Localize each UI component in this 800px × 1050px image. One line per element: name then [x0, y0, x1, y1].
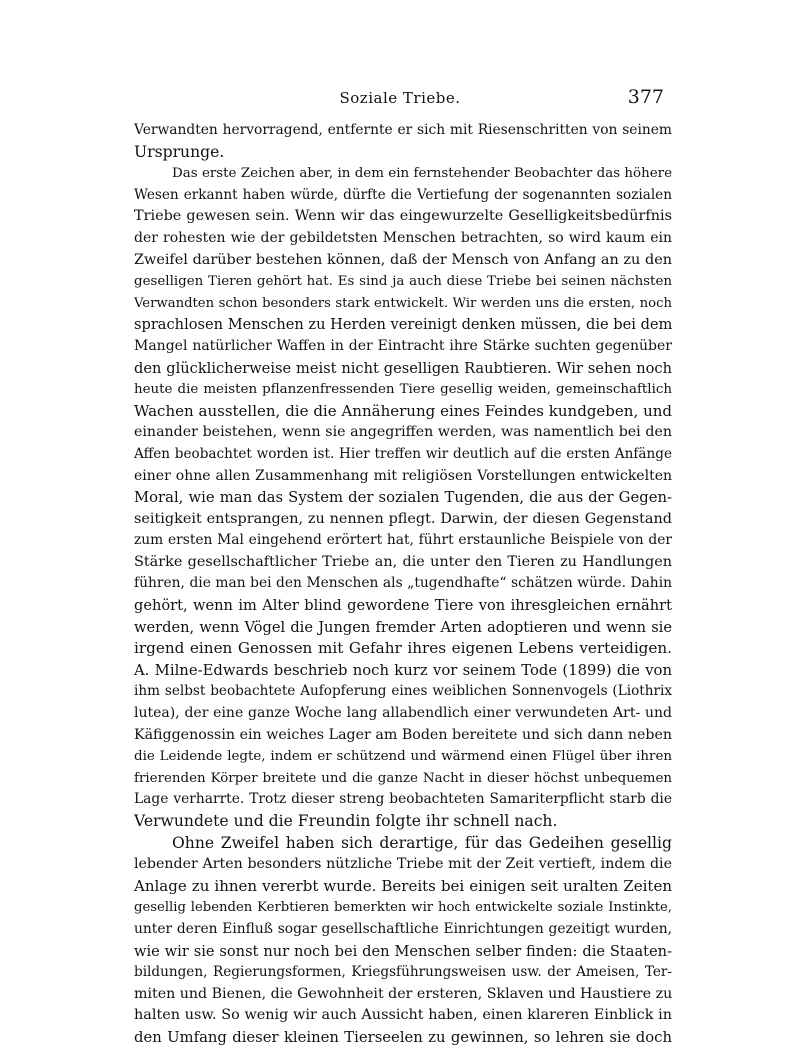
text-line: ihm selbst beobachtete Aufopferung eines weiblichen Sonnenvogels (Liothrix: [134, 683, 672, 700]
text-line: lebender Arten besonders nützliche Triebe mit der Zeit vertieft, indem die: [134, 856, 672, 873]
text-line: Verwandten schon besonders stark entwickelt. Wir werden uns die ersten, noch: [134, 295, 672, 311]
text-line: Das erste Zeichen aber, in dem ein fernstehender Beobachter das höhere: [172, 166, 672, 182]
text-line: den Umfang dieser kleinen Tierseelen zu gewinnen, so lehren sie doch: [134, 1028, 672, 1046]
text-line: Anlage zu ihnen vererbt wurde. Bereits bei einigen seit uralten Zeiten: [134, 876, 672, 895]
text-line: Ursprunge.: [134, 142, 225, 161]
text-line: Mangel natürlicher Waffen in der Eintracht ihre Stärke suchten gegenüber: [134, 337, 672, 354]
text-line: den glücklicherweise meist nicht geselligen Raubtieren. Wir sehen noch: [134, 359, 672, 377]
text-line: seitigkeit entsprangen, zu nennen pflegt. Darwin, der diesen Gegenstand: [134, 510, 672, 527]
body-text: [134, 120, 672, 1049]
text-line: Verwundete und die Freundin folgte ihr schnell nach.: [134, 812, 558, 830]
text-line: Lage verharrte. Trotz dieser streng beobachteten Samariterpflicht starb die: [134, 791, 672, 808]
text-line: Stärke gesellschaftlicher Triebe an, die unter den Tieren zu Handlungen: [134, 553, 672, 570]
text-line: einer ohne allen Zusammenhang mit religiösen Vorstellungen entwickelten: [134, 467, 672, 484]
text-line: die Leidende legte, indem er schützend und wärmend einen Flügel über ihren: [134, 749, 672, 765]
text-line: halten usw. So wenig wir auch Aussicht haben, einen klareren Einblick in: [134, 1007, 672, 1024]
text-line: Wesen erkannt haben würde, dürfte die Vertiefung der sogenannten sozialen: [134, 186, 672, 203]
text-line: werden, wenn Vögel die Jungen fremder Arten adoptieren und wenn sie: [134, 618, 672, 636]
text-line: Moral, wie man das System der sozialen Tugenden, die aus der Gegen-: [134, 489, 672, 507]
text-line: A. Milne-Edwards beschrieb noch kurz vor seinem Tode (1899) die von: [134, 661, 672, 679]
text-line: Affen beobachtet worden ist. Hier treffen wir deutlich auf die ersten Anfänge: [134, 445, 672, 462]
text-line: der rohesten wie der gebildetsten Menschen betrachten, so wird kaum ein: [134, 229, 672, 246]
text-line: zum ersten Mal eingehend erörtert hat, führt erstaunliche Beispiele von der: [134, 532, 672, 549]
text-line: Wachen ausstellen, die die Annäherung eines Feindes kundgeben, und: [134, 401, 672, 420]
text-line: geselligen Tieren gehört hat. Es sind ja auch diese Triebe bei seinen nächsten: [134, 274, 672, 290]
text-line: unter deren Einfluß sogar gesellschaftliche Einrichtungen gezeitigt wurden,: [134, 920, 672, 937]
text-line: Ohne Zweifel haben sich derartige, für das Gedeihen gesellig: [172, 833, 672, 852]
text-line: bildungen, Regierungsformen, Kriegsführungsweisen usw. der Ameisen, Ter-: [134, 964, 672, 981]
running-title: Soziale Triebe.: [339, 89, 461, 107]
text-line: sprachlosen Menschen zu Herden vereinigt denken müssen, die bei dem: [134, 316, 672, 334]
text-line: wie wir sie sonst nur noch bei den Menschen selber finden: die Staaten-: [134, 942, 672, 960]
text-line: einander beistehen, wenn sie angegriffen werden, was namentlich bei den: [134, 424, 672, 441]
page-number: 377: [627, 86, 664, 108]
text-line: gehört, wenn im Alter blind gewordene Tiere von ihresgleichen ernährt: [134, 597, 672, 615]
text-line: irgend einen Genossen mit Gefahr ihres eigenen Lebens verteidigen.: [134, 639, 672, 658]
text-line: Triebe gewesen sein. Wenn wir das eingewurzelte Geselligkeitsbedürfnis: [134, 208, 672, 225]
text-line: Zweifel darüber bestehen können, daß der Mensch von Anfang an zu den: [134, 251, 672, 268]
text-line: führen, die man bei den Menschen als „tugendhafte“ schätzen würde. Dahin: [134, 575, 672, 592]
text-line: miten und Bienen, die Gewohnheit der ersteren, Sklaven und Haustiere zu: [134, 985, 672, 1002]
text-line: lutea), der eine ganze Woche lang allabendlich einer verwundeten Art- und: [134, 705, 672, 722]
text-line: heute die meisten pflanzenfressenden Tiere gesellig weiden, gemeinschaftlich: [134, 382, 672, 398]
text-line: Käfiggenossin ein weiches Lager am Boden bereitete und sich dann neben: [134, 726, 672, 743]
text-line: gesellig lebenden Kerbtieren bemerkten wir hoch entwickelte soziale Instinkte,: [134, 900, 672, 916]
text-line: Verwandten hervorragend, entfernte er sich mit Riesenschritten von seinem: [134, 122, 672, 138]
text-line: frierenden Körper breitete und die ganze Nacht in dieser höchst unbequemen: [134, 770, 672, 786]
